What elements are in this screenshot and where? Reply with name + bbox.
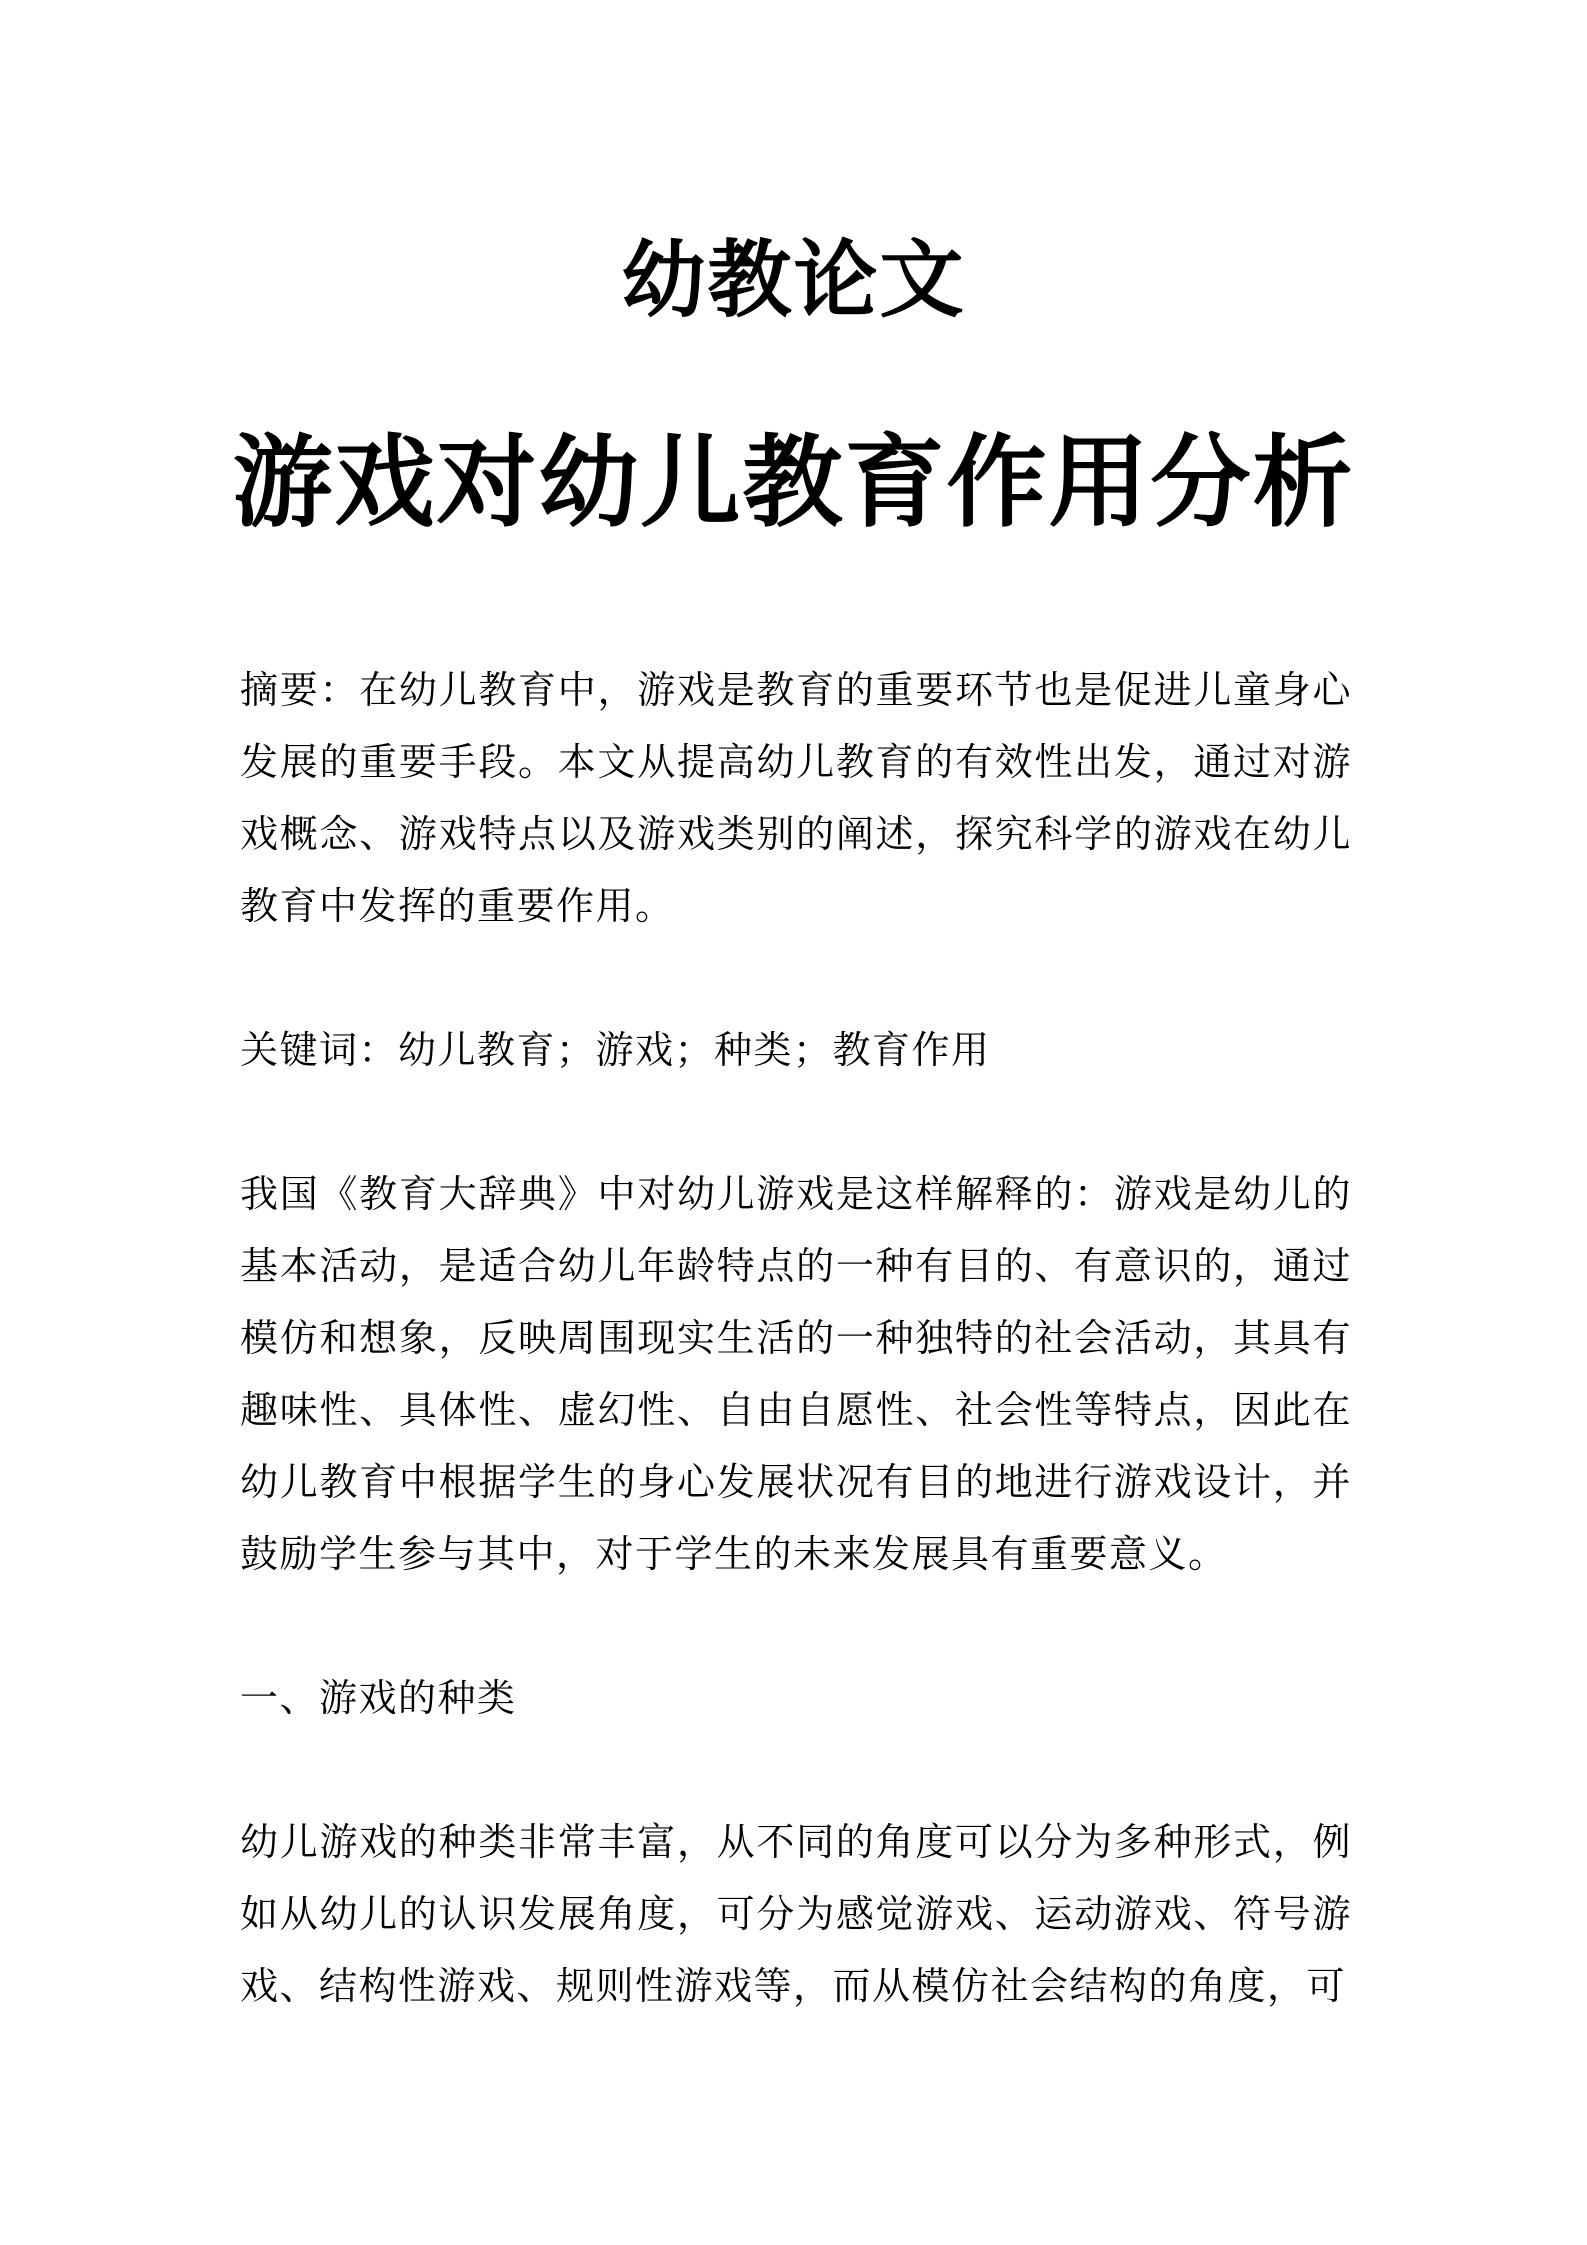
spacer xyxy=(240,1590,1352,1662)
intro-paragraph: 我国《教育大辞典》中对幼儿游戏是这样解释的：游戏是幼儿的基本活动，是适合幼儿年龄特点的一种有目的、有意识的，通过模仿和想象，反映周围现实生活的一种独特的社会活动，其具有趣味性、具体性、虚幻性、自由自愿性、社会性等特点，因此在幼儿教育中根据学生的身心发展状况有目的地进行游戏设计，并鼓励学生参与其中，对于学生的未来发展具有重要意义。 xyxy=(240,1172,1352,1576)
section-paragraph: 幼儿游戏的种类非常丰富，从不同的角度可以分为多种形式，例如从幼儿的认识发展角度，可分为感觉游戏、运动游戏、符号游戏、结构性游戏、规则性游戏等，而从模仿社会结构的角度，可 xyxy=(240,1820,1352,2008)
section-heading: 一、游戏的种类 xyxy=(240,1676,517,1720)
abstract-paragraph: 摘要：在幼儿教育中，游戏是教育的重要环节也是促进儿童身心发展的重要手段。本文从提高幼儿教育的有效性出发，通过对游戏概念、游戏特点以及游戏类别的阐述，探究科学的游戏在幼儿教育中发挥的重要作用。 xyxy=(240,668,1352,928)
spacer xyxy=(240,1734,1352,1806)
spacer xyxy=(240,1086,1352,1158)
spacer xyxy=(240,942,1352,1014)
document-title: 游戏对幼儿教育作用分析 xyxy=(232,424,1355,541)
keywords-line: 关键词：幼儿教育；游戏；种类；教育作用 xyxy=(240,1028,991,1072)
document-title-category: 幼教论文 xyxy=(621,231,966,329)
document-body xyxy=(240,654,1352,2022)
